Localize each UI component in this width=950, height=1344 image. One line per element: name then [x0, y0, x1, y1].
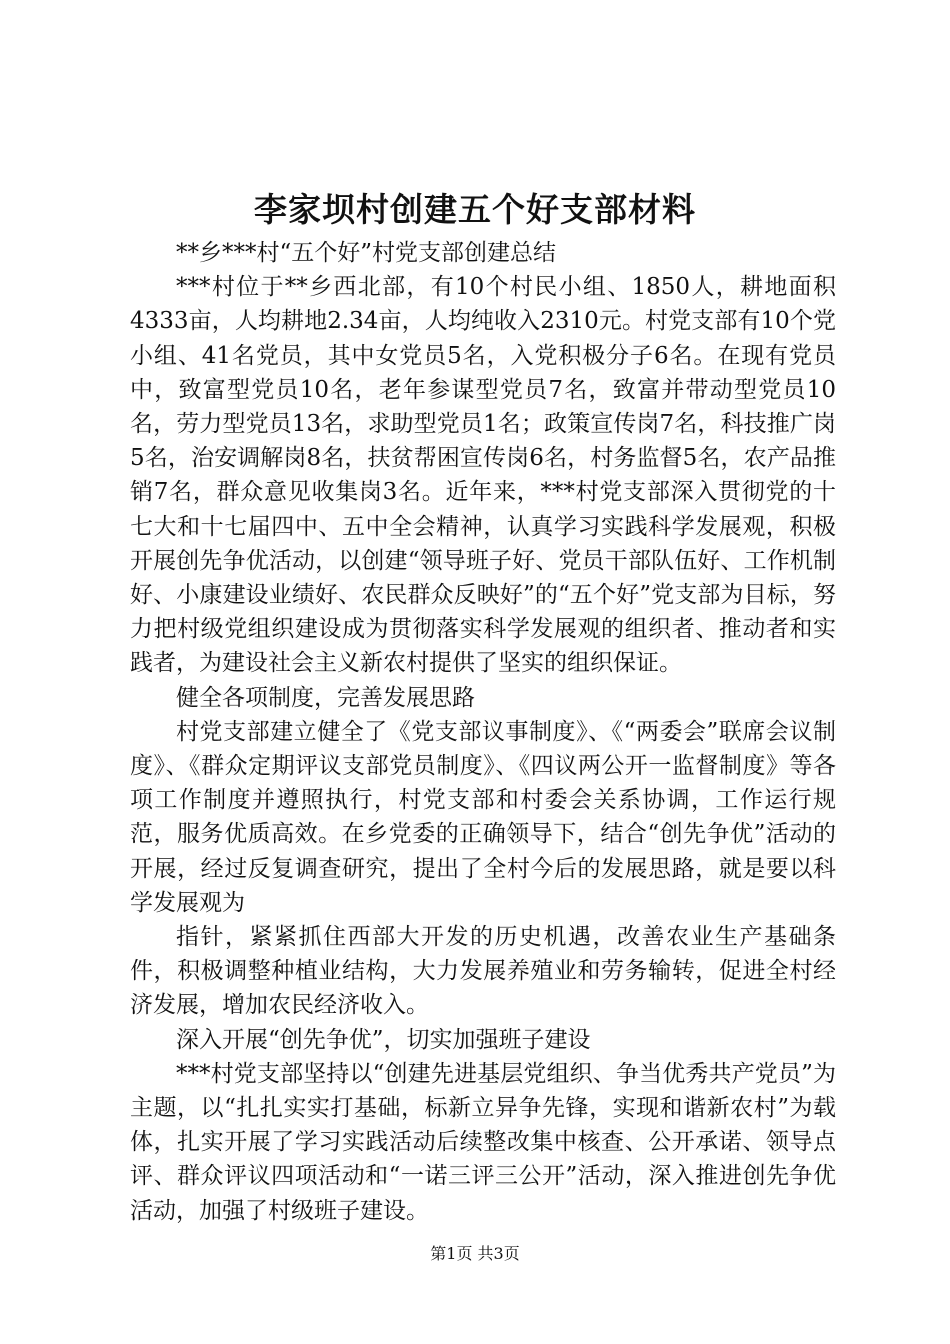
section-heading-systems: 健全各项制度，完善发展思路	[176, 684, 475, 711]
document-title: 李家坝村创建五个好支部材料	[254, 190, 696, 229]
document-body	[130, 236, 836, 1228]
paragraph-systems: 村党支部建立健全了《党支部议事制度》、《“两委会”联席会议制度》、《群众定期评议支部党员制度》、《四议两公开一监督制度》等各项工作制度并遵照执行，村党支部和村委会关系协调，工作运行规范，服务优质高效。在乡党委的正确领导下，结合“创先争优”活动的开展，经过反复调查研究，提出了全村今后的发展思路，就是要以科学发展观为	[130, 718, 836, 916]
section-heading-team-building: 深入开展“创先争优”，切实加强班子建设	[176, 1026, 591, 1053]
paragraph-development-guideline: 指针，紧紧抓住西部大开发的历史机遇，改善农业生产基础条件，积极调整种植业结构，大力发展养殖业和劳务输转，促进全村经济发展，增加农民经济收入。	[130, 924, 836, 1019]
page-number-footer: 第1页 共3页	[430, 1244, 520, 1263]
paragraph-village-overview: ***村位于**乡西北部，有10个村民小组、1850人，耕地面积4333亩，人均耕地2.34亩，人均纯收入2310元。村党支部有10个党小组、41名党员，其中女党员5名，入党积极分子6名。在现有党员中，致富型党员10名，老年参谋型党员7名，致富并带动型党员10名，劳力型党员13名，求助型党员1名；政策宣传岗7名，科技推广岗5名，治安调解岗8名，扶贫帮困宣传岗6名，村务监督5名，农产品推销7名，群众意见收集岗3名。近年来，***村党支部深入贯彻党的十七大和十七届四中、五中全会精神，认真学习实践科学发展观，积极开展创先争优活动，以创建“领导班子好、党员干部队伍好、工作机制好、小康建设业绩好、农民群众反映好”的“五个好”党支部为目标，努力把村级党组织建设成为贯彻落实科学发展观的组织者、推动者和实践者，为建设社会主义新农村提供了坚实的组织保证。	[130, 274, 836, 677]
paragraph-team-building: ***村党支部坚持以“创建先进基层党组织、争当优秀共产党员”为主题，以“扎扎实实打基础，标新立异争先锋，实现和谐新农村”为载体，扎实开展了学习实践活动后续整改集中核查、公开承诺、领导点评、群众评议四项活动和“一诺三评三公开”活动，深入推进创先争优活动，加强了村级班子建设。	[130, 1060, 836, 1224]
paragraph-subtitle: **乡***村“五个好”村党支部创建总结	[176, 240, 557, 266]
